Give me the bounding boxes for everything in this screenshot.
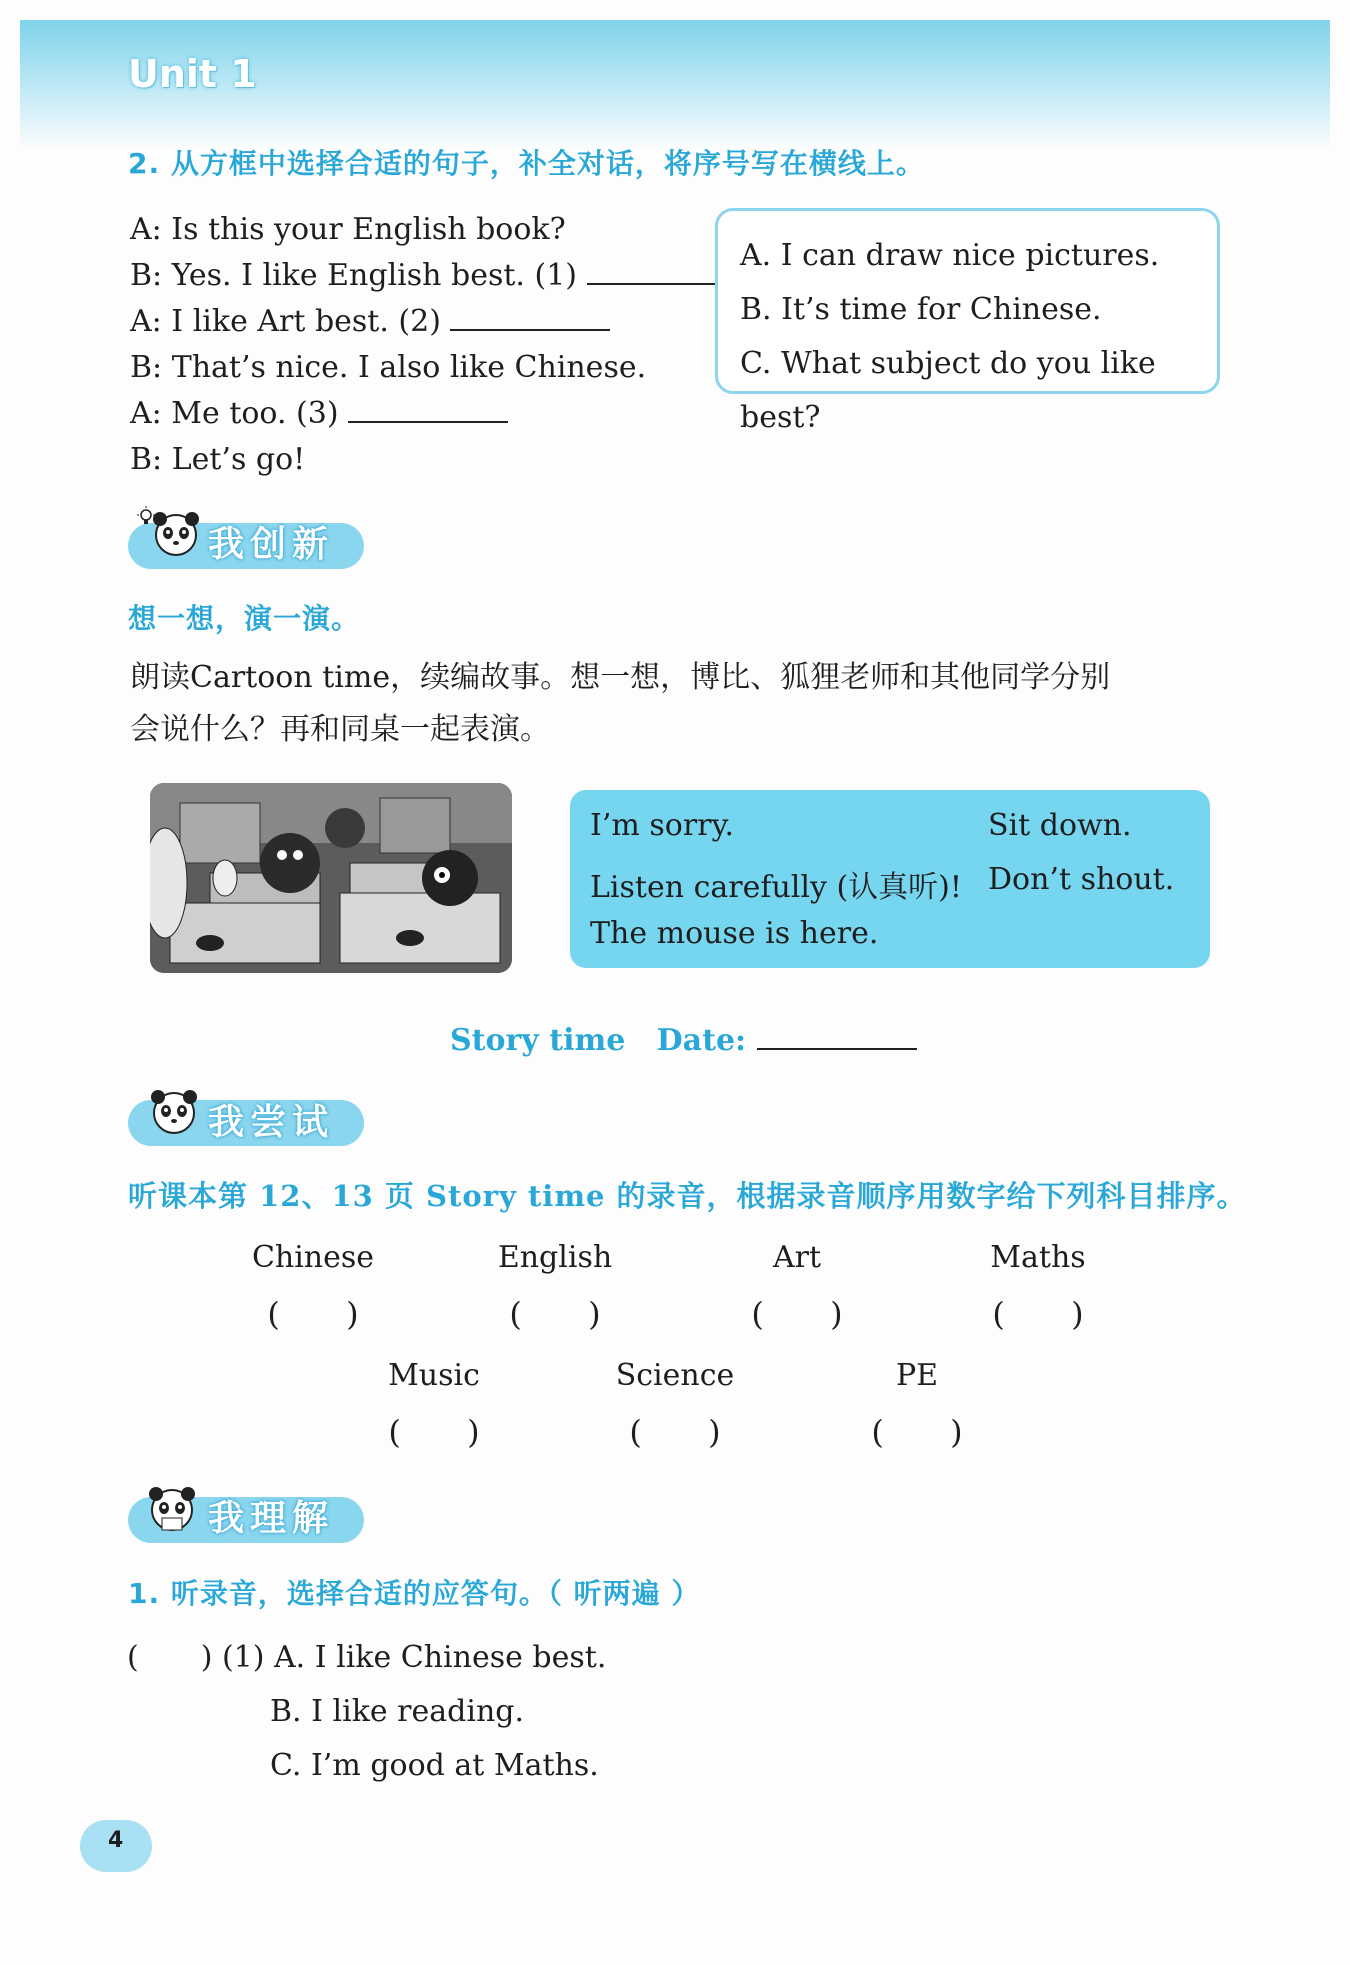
order-blank[interactable]: ( ) xyxy=(992,1295,1112,1333)
panda-icon xyxy=(146,1482,198,1534)
subject-label: Chinese xyxy=(251,1240,375,1275)
phrase: I’m sorry. xyxy=(590,808,735,843)
subject-label: English xyxy=(497,1240,613,1275)
option-a: A. I can draw nice pictures. xyxy=(740,238,1160,273)
order-blank[interactable]: ( ) xyxy=(629,1413,749,1451)
dialogue-line: B: Yes. I like English best. (1) xyxy=(130,253,747,299)
phrase: Don’t shout. xyxy=(988,862,1175,897)
section-tag-understand-label: 我理解 xyxy=(208,1498,335,1539)
order-blank[interactable]: ( ) xyxy=(388,1413,508,1451)
listening-item-1 xyxy=(127,1640,606,1675)
order-blank[interactable]: ( ) xyxy=(871,1413,991,1451)
dialogue xyxy=(130,207,747,483)
subject-label: Music xyxy=(388,1358,480,1393)
option-c-text: C. I’m good at Maths. xyxy=(270,1748,599,1783)
panda-icon xyxy=(148,1085,200,1137)
story-time-date xyxy=(450,1022,917,1058)
order-blank[interactable]: ( ) xyxy=(751,1295,871,1333)
order-blank[interactable]: ( ) xyxy=(267,1295,387,1333)
answer-blank-2[interactable] xyxy=(450,303,610,331)
section-tag-try-label: 我尝试 xyxy=(208,1102,335,1143)
cartoon-classroom-image xyxy=(150,783,512,973)
phrase: Sit down. xyxy=(988,808,1132,843)
page-number: 4 xyxy=(108,1828,124,1853)
subject-label: Maths xyxy=(990,1240,1086,1275)
order-blank[interactable]: ( ) xyxy=(509,1295,629,1333)
phrase-box xyxy=(570,790,1210,968)
section-tag-innovate-label: 我创新 xyxy=(208,524,335,565)
dialogue-line: B: That’s nice. I also like Chinese. xyxy=(130,350,647,385)
phrase: Listen carefully (认真听)! xyxy=(590,870,962,905)
phrase: The mouse is here. xyxy=(590,916,879,951)
date-label: Date: xyxy=(656,1023,747,1058)
panda-icon xyxy=(150,507,202,559)
innovate-description-line-2: 会说什么？再和同桌一起表演。 xyxy=(130,712,550,747)
option-c: C. What subject do you like best? xyxy=(740,346,1156,435)
answer-blank-3[interactable] xyxy=(348,395,508,423)
story-time-label: Story time xyxy=(450,1023,626,1058)
date-blank[interactable] xyxy=(757,1022,917,1050)
dialogue-line: A: I like Art best. (2) xyxy=(130,299,747,345)
understand-question-1-title: 1. 听录音，选择合适的应答句。（ 听两遍 ） xyxy=(128,1577,701,1610)
subject-label: Art xyxy=(772,1240,822,1275)
subject-label: Science xyxy=(615,1358,735,1393)
dialogue-line: A: Me too. (3) xyxy=(130,391,747,437)
option-b: B. It’s time for Chinese. xyxy=(740,292,1102,327)
dialogue-line: A: Is this your English book? xyxy=(130,212,566,247)
question-2-title: 2. 从方框中选择合适的句子，补全对话，将序号写在横线上。 xyxy=(128,147,925,180)
options-box xyxy=(715,208,1220,435)
innovate-subtitle: 想一想，演一演。 xyxy=(128,602,361,635)
option-a-text: ) (1) A. I like Chinese best. xyxy=(200,1640,607,1675)
dialogue-line: B: Let’s go! xyxy=(130,442,306,477)
option-b-text: B. I like reading. xyxy=(270,1694,525,1729)
lightbulb-icon xyxy=(136,506,156,526)
try-instruction: 听课本第 12、13 页 Story time 的录音，根据录音顺序用数字给下列科目排序。 xyxy=(128,1179,1247,1213)
innovate-description-line-1: 朗读Cartoon time，续编故事。想一想，博比、狐狸老师和其他同学分别 xyxy=(130,660,1111,695)
unit-title: Unit 1 xyxy=(128,52,257,96)
subject-label: PE xyxy=(895,1358,939,1393)
answer-paren-open[interactable]: ( xyxy=(127,1640,139,1675)
